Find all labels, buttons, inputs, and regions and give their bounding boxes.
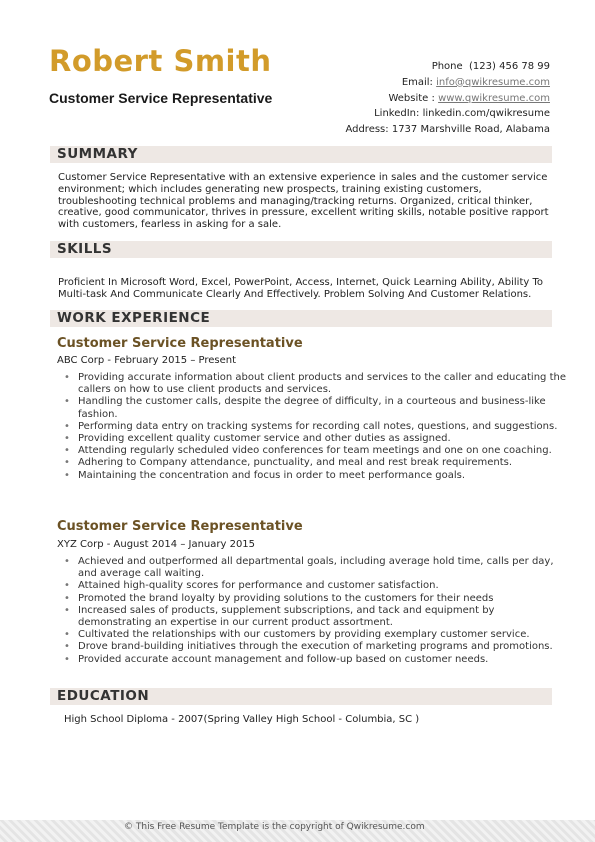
job-1-bullets (62, 372, 568, 482)
footer-copyright: © This Free Resume Template is the copyright of Qwikresume.com (124, 822, 425, 832)
footer (0, 820, 595, 842)
list-item: • Providing accurate information about client products and services to the caller and educating the callers on how to use client products and services. (78, 372, 568, 396)
summary-heading: SUMMARY (57, 146, 138, 162)
job-2-company: XYZ Corp - August 2014 – January 2015 (57, 539, 256, 550)
contact-address (345, 122, 550, 138)
list-item: • Performing data entry on tracking systems for recording call notes, questions, and suggestions. (78, 421, 568, 433)
contact-website (345, 91, 550, 107)
job-2-bullets (62, 556, 568, 666)
linkedin-label: LinkedIn: (374, 108, 420, 120)
skills-section-header (50, 241, 552, 258)
list-item: • Attained high-quality scores for performance and customer satisfaction. (78, 580, 568, 592)
education-text: High School Diploma - 2007(Spring Valley High School - Columbia, SC ) (64, 714, 420, 725)
skills-heading: SKILLS (57, 241, 113, 257)
list-item: • Provided accurate account management and follow-up based on customer needs. (78, 654, 568, 666)
contact-phone (345, 59, 550, 75)
job-1-title: Customer Service Representative (57, 336, 303, 351)
list-item: • Attending regularly scheduled video conferences for team meetings and one on one coaching. (78, 445, 568, 457)
list-item: • Adhering to Company attendance, punctuality, and meal and rest break requirements. (78, 457, 568, 469)
skills-text: Proficient In Microsoft Word, Excel, PowerPoint, Access, Internet, Quick Learning Ability, Ability To Multi-task And Communicate Clearly And Effectively. Problem Solving And Customer Relations. (58, 277, 543, 300)
list-item: • Promoted the brand loyalty by providing solutions to the customers for their needs (78, 593, 568, 605)
phone-label: Phone (431, 61, 463, 72)
contact-block (345, 59, 550, 138)
website-label: Website : (388, 92, 435, 104)
list-item: • Maintaining the concentration and focus in order to meet performance goals. (78, 470, 568, 482)
candidate-title: Customer Service Representative (49, 90, 273, 106)
list-item: • Achieved and outperformed all departmental goals, including average hold time, calls per day, and average call waiting. (78, 556, 568, 580)
experience-section-header (50, 310, 552, 327)
email-label: Email: (401, 76, 433, 88)
job-1-company: ABC Corp - February 2015 – Present (57, 355, 237, 366)
linkedin-value: linkedin.com/qwikresume (422, 108, 550, 120)
job-2-title: Customer Service Representative (57, 519, 303, 534)
list-item: • Increased sales of products, supplement subscriptions, and tack and equipment by demonstrating an expertise in our current product assortment. (78, 605, 568, 629)
list-item: • Drove brand-building initiatives through the execution of marketing programs and promotions. (78, 641, 568, 653)
education-section-header (50, 688, 552, 705)
address-value: 1737 Marshville Road, Alabama (391, 124, 550, 136)
summary-text: Customer Service Representative with an extensive experience in sales and the customer service environment; which includes generating new prospects, training existing customers, troubleshooting technical problems and managing/tracking returns. Organized, critical thinker, creative, good communicator, thrives in pressure, excellent writing skills, notable positive rapport with customers, fearless in asking for a sale. (58, 172, 549, 231)
contact-email (345, 75, 550, 91)
list-item: • Providing excellent quality customer service and other duties as assigned. (78, 433, 568, 445)
education-heading: EDUCATION (57, 688, 150, 704)
candidate-name: Robert Smith (49, 44, 272, 78)
website-link[interactable]: www.qwikresume.com (438, 92, 550, 104)
contact-linkedin (345, 106, 550, 122)
list-item: • Cultivated the relationships with our customers by providing exemplary customer service. (78, 629, 568, 641)
summary-section-header (50, 146, 552, 163)
email-link[interactable]: info@qwikresume.com (436, 76, 550, 88)
experience-heading: WORK EXPERIENCE (57, 310, 211, 326)
list-item: • Handling the customer calls, despite the degree of difficulty, in a courteous and business-like fashion. (78, 396, 568, 420)
address-label: Address: (345, 124, 389, 136)
phone-value: (123) 456 78 99 (469, 61, 550, 72)
